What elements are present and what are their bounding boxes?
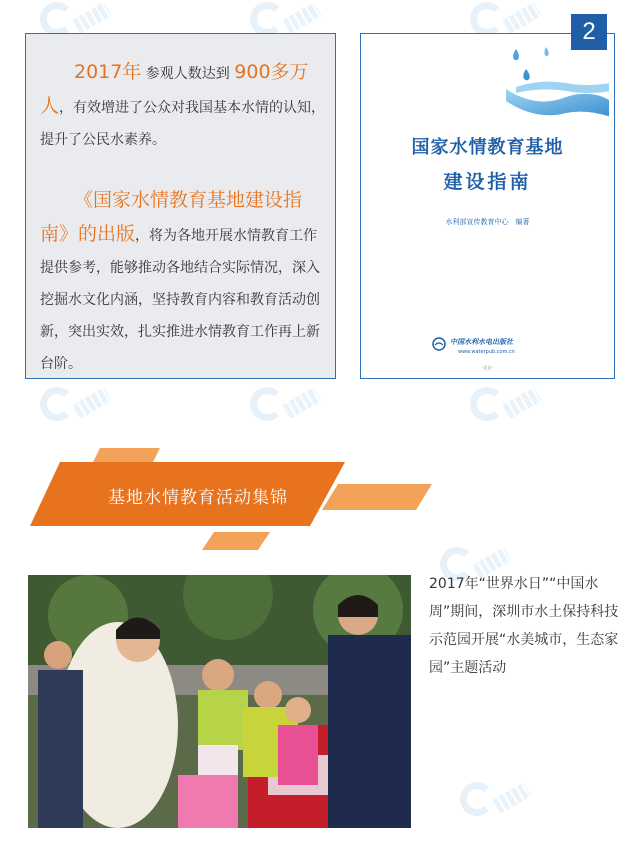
book-publisher-url: www.waterpub.com.cn [458, 349, 515, 355]
book-publication-highlight: 《国家水情教育基地建设指南》的出版 [40, 189, 303, 245]
visitor-count-highlight: 900多万人 [40, 61, 309, 117]
section-banner-graphic [0, 440, 640, 560]
book-author: 水利部宣传教育中心 编著 [445, 218, 530, 226]
book-publish-place: ·北京· [482, 365, 493, 370]
watermark-logo [40, 385, 110, 431]
intro-paragraph-1 [40, 56, 326, 156]
visitor-result-text: ，有效增进了公众对我国基本水情的认知，提升了公民水素养。 [40, 100, 326, 148]
activity-photo [28, 575, 411, 828]
book-title-line-2: 建设指南 [443, 171, 532, 193]
intro-text-box [25, 33, 336, 379]
watermark-logo [460, 780, 530, 826]
publisher-logo-icon [432, 337, 446, 351]
water-hand-illustration [366, 39, 609, 129]
watermark-logo [250, 385, 320, 431]
book-publisher: 中国水利水电出版社 [450, 338, 513, 346]
visitor-text: 参观人数达到 [141, 66, 235, 82]
page-number-badge: 2 [571, 14, 607, 50]
section-title: 基地水情教育活动集锦 [108, 488, 288, 508]
intro-paragraph-2 [40, 184, 326, 380]
photo-caption: 2017年“世界水日”“中国水周”期间，深圳市水土保持科技示范园开展“水美城市，生态家园”主题活动 [429, 576, 619, 676]
watermark-logo [470, 385, 540, 431]
book-cover-frame [360, 33, 615, 379]
book-impact-text: ，将为各地开展水情教育工作提供参考，能够推动各地结合实际情况，深入挖掘水文化内涵，坚持教育内容和教育活动创新，突出实效，扎实推进水情教育工作再上新台阶。 [40, 228, 320, 372]
visitor-year-highlight: 2017年 [74, 61, 142, 83]
activity-photo-illustration [28, 575, 411, 828]
book-cover [366, 39, 609, 373]
book-title-line-1: 国家水情教育基地 [411, 137, 564, 158]
